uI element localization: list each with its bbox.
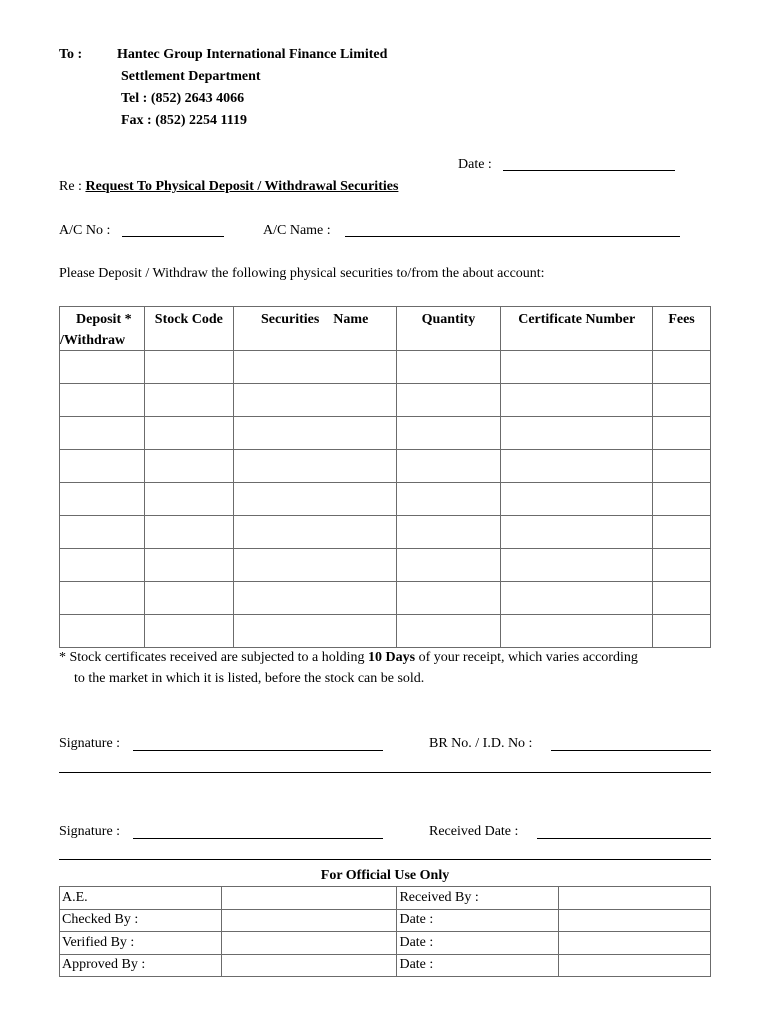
official-label-date: Date : <box>397 932 559 955</box>
cell-quantity[interactable] <box>396 450 501 483</box>
official-label-checked-by: Checked By : <box>60 909 222 932</box>
table-row <box>60 615 711 648</box>
cell-deposit-withdraw[interactable] <box>60 516 145 549</box>
cell-deposit-withdraw[interactable] <box>60 450 145 483</box>
official-value-received-by[interactable] <box>559 887 711 910</box>
official-value-date[interactable] <box>559 954 711 977</box>
br-id-field[interactable] <box>551 750 711 751</box>
re-label: Re : <box>59 179 82 194</box>
cell-securities-name[interactable] <box>233 582 396 615</box>
date-field[interactable] <box>503 170 675 171</box>
cell-deposit-withdraw[interactable] <box>60 582 145 615</box>
re-subject: Request To Physical Deposit / Withdrawal Securities <box>85 179 399 194</box>
br-id-label: BR No. / I.D. No : <box>429 736 533 751</box>
cell-securities-name[interactable] <box>233 351 396 384</box>
cell-fees[interactable] <box>653 615 711 648</box>
cell-fees[interactable] <box>653 549 711 582</box>
official-use-title: For Official Use Only <box>320 868 450 883</box>
department-name: Settlement Department <box>121 69 261 84</box>
cell-quantity[interactable] <box>396 483 501 516</box>
note-text-start: * Stock certificates received are subjected to a holding <box>59 650 369 665</box>
cell-securities-name[interactable] <box>233 483 396 516</box>
table-row <box>60 417 711 450</box>
official-label-verified-by: Verified By : <box>60 932 222 955</box>
official-value-checked-by[interactable] <box>221 909 397 932</box>
table-row <box>60 516 711 549</box>
header-fees: Fees <box>653 307 711 351</box>
securities-table <box>59 306 711 648</box>
cell-securities-name[interactable] <box>233 450 396 483</box>
official-row <box>60 909 711 932</box>
cell-certificate-number[interactable] <box>501 549 653 582</box>
cell-deposit-withdraw[interactable] <box>60 351 145 384</box>
table-row <box>60 450 711 483</box>
section-divider <box>59 859 711 860</box>
cell-quantity[interactable] <box>396 384 501 417</box>
cell-deposit-withdraw[interactable] <box>60 615 145 648</box>
cell-stock-code[interactable] <box>144 417 233 450</box>
cell-deposit-withdraw[interactable] <box>60 384 145 417</box>
holding-note <box>59 650 719 666</box>
ac-no-field[interactable] <box>122 236 224 237</box>
header-deposit-line2: /Withdraw <box>60 333 126 348</box>
cell-fees[interactable] <box>653 417 711 450</box>
cell-stock-code[interactable] <box>144 516 233 549</box>
cell-certificate-number[interactable] <box>501 582 653 615</box>
official-value-approved-by[interactable] <box>221 954 397 977</box>
instruction-text: Please Deposit / Withdraw the following physical securities to/from the about account: <box>59 266 545 281</box>
table-row <box>60 483 711 516</box>
holding-note-line2: to the market in which it is listed, before the stock can be sold. <box>74 671 425 686</box>
cell-quantity[interactable] <box>396 549 501 582</box>
official-value-ae[interactable] <box>221 887 397 910</box>
official-value-verified-by[interactable] <box>221 932 397 955</box>
table-row <box>60 582 711 615</box>
cell-securities-name[interactable] <box>233 417 396 450</box>
official-row <box>60 887 711 910</box>
official-row <box>60 932 711 955</box>
cell-certificate-number[interactable] <box>501 351 653 384</box>
signature2-field[interactable] <box>133 838 383 839</box>
cell-fees[interactable] <box>653 351 711 384</box>
cell-fees[interactable] <box>653 582 711 615</box>
date-label: Date : <box>458 157 492 172</box>
header-stock-code: Stock Code <box>144 307 233 351</box>
cell-quantity[interactable] <box>396 516 501 549</box>
section-divider <box>59 772 711 773</box>
cell-quantity[interactable] <box>396 582 501 615</box>
cell-certificate-number[interactable] <box>501 483 653 516</box>
table-row <box>60 351 711 384</box>
header-deposit-line1: Deposit * <box>76 312 132 327</box>
header-deposit-withdraw <box>60 307 145 351</box>
cell-quantity[interactable] <box>396 351 501 384</box>
received-date-field[interactable] <box>537 838 711 839</box>
signature1-field[interactable] <box>133 750 383 751</box>
cell-quantity[interactable] <box>396 417 501 450</box>
cell-deposit-withdraw[interactable] <box>60 549 145 582</box>
ac-name-field[interactable] <box>345 236 680 237</box>
cell-stock-code[interactable] <box>144 549 233 582</box>
table-row <box>60 384 711 417</box>
official-label-received-by: Received By : <box>397 887 559 910</box>
ac-name-label: A/C Name : <box>263 223 331 238</box>
header-certificate-number: Certificate Number <box>501 307 653 351</box>
cell-securities-name[interactable] <box>233 549 396 582</box>
cell-deposit-withdraw[interactable] <box>60 483 145 516</box>
official-label-approved-by: Approved By : <box>60 954 222 977</box>
cell-stock-code[interactable] <box>144 450 233 483</box>
cell-fees[interactable] <box>653 516 711 549</box>
cell-stock-code[interactable] <box>144 483 233 516</box>
cell-deposit-withdraw[interactable] <box>60 417 145 450</box>
header-securities-name: Securities Name <box>233 307 396 351</box>
cell-stock-code[interactable] <box>144 384 233 417</box>
cell-securities-name[interactable] <box>233 615 396 648</box>
official-row <box>60 954 711 977</box>
note-text-end: of your receipt, which varies according <box>415 650 638 665</box>
official-use-table <box>59 886 711 977</box>
official-label-date: Date : <box>397 954 559 977</box>
fax: Fax : (852) 2254 1119 <box>121 113 247 128</box>
cell-securities-name[interactable] <box>233 516 396 549</box>
signature2-label: Signature : <box>59 824 121 839</box>
cell-fees[interactable] <box>653 483 711 516</box>
received-date-label: Received Date : <box>429 824 519 839</box>
cell-certificate-number[interactable] <box>501 516 653 549</box>
cell-quantity[interactable] <box>396 615 501 648</box>
table-row <box>60 549 711 582</box>
signature1-label: Signature : <box>59 736 121 751</box>
official-label-ae: A.E. <box>60 887 222 910</box>
to-label: To : <box>59 47 83 62</box>
cell-certificate-number[interactable] <box>501 615 653 648</box>
company-name: Hantec Group International Finance Limited <box>117 47 388 62</box>
ac-no-label: A/C No : <box>59 223 111 238</box>
cell-stock-code[interactable] <box>144 582 233 615</box>
table-header-row <box>60 307 711 351</box>
official-value-date[interactable] <box>559 909 711 932</box>
header-quantity: Quantity <box>396 307 501 351</box>
cell-certificate-number[interactable] <box>501 450 653 483</box>
cell-certificate-number[interactable] <box>501 384 653 417</box>
official-value-date[interactable] <box>559 932 711 955</box>
telephone: Tel : (852) 2643 4066 <box>121 91 245 106</box>
official-label-date: Date : <box>397 909 559 932</box>
cell-fees[interactable] <box>653 450 711 483</box>
cell-fees[interactable] <box>653 384 711 417</box>
cell-stock-code[interactable] <box>144 615 233 648</box>
note-holding-days: 10 Days <box>368 650 416 665</box>
cell-securities-name[interactable] <box>233 384 396 417</box>
cell-stock-code[interactable] <box>144 351 233 384</box>
cell-certificate-number[interactable] <box>501 417 653 450</box>
